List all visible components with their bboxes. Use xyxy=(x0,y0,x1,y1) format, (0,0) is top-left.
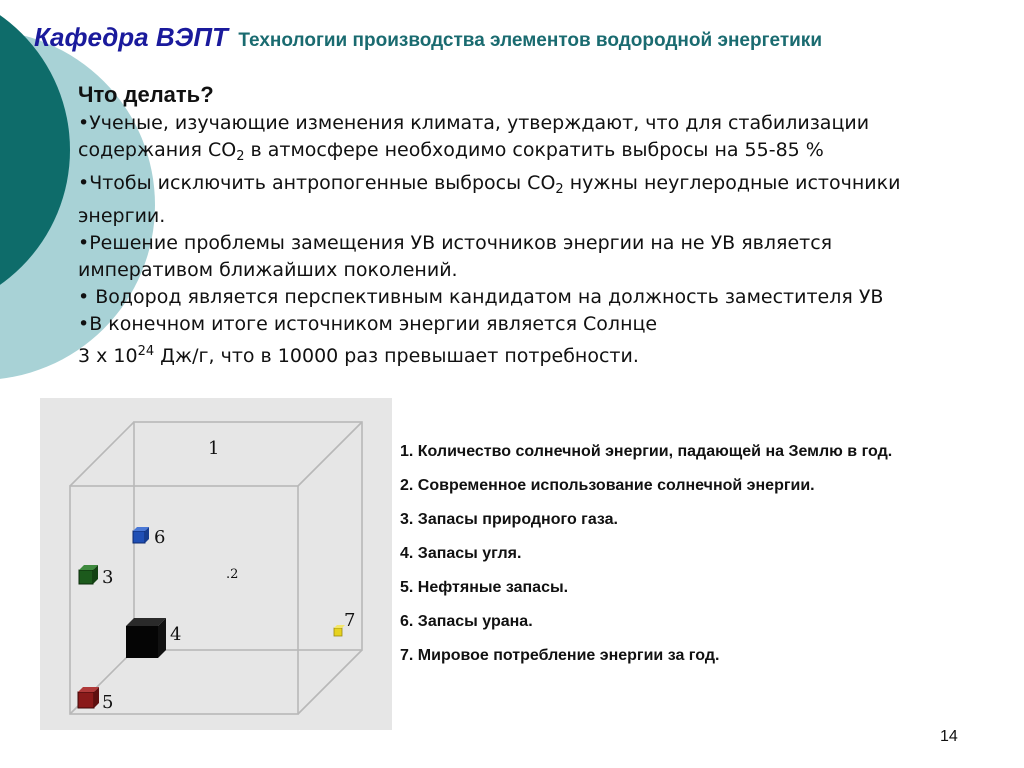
label-1: 1 xyxy=(208,438,220,459)
legend-item-3: 3. Запасы природного газа. xyxy=(400,511,618,528)
bullet-replacement: •Решение проблемы замещения УВ источников энергии на не УВ является императивом ближайших поколений. xyxy=(78,232,833,281)
bullet-hydrogen: • Водород является перспективным кандидатом на должность заместителя УВ xyxy=(78,286,884,308)
cube-oil xyxy=(78,687,99,708)
label-7: 7 xyxy=(344,610,356,631)
label-4: 4 xyxy=(170,624,182,645)
cube-uranium xyxy=(133,527,149,543)
legend-item-1: 1. Количество солнечной энергии, падающей на Землю в год. xyxy=(400,443,893,460)
department-title: Кафедра ВЭПТ xyxy=(34,22,228,52)
label-5: 5 xyxy=(102,692,114,713)
cube-coal xyxy=(126,618,166,658)
bullet-carbon-free: •Чтобы исключить антропогенные выбросы $СО_2$ нужны неуглеродные источники энергии. xyxy=(78,172,901,227)
energy-cube-figure xyxy=(40,398,392,730)
label-3: 3 xyxy=(102,567,114,588)
bullet-climate: •Ученые, изучающие изменения климата, утверждают, что для стабилизации содержания $СО_2$ в атмосфере необходимо сократить выбросы на 55-85 % xyxy=(78,112,870,164)
legend-item-7: 7. Мировое потребление энергии за год. xyxy=(400,647,720,664)
course-subtitle: Технологии производства элементов водородной энергетики xyxy=(238,30,822,51)
main-text xyxy=(78,80,958,370)
legend-item-4: 4. Запасы угля. xyxy=(400,545,522,562)
slide-header xyxy=(34,22,822,53)
cube-gas xyxy=(79,565,98,584)
label-6: 6 xyxy=(154,527,166,548)
bullet-sun: •В конечном итоге источником энергии является Солнце 3 х $10^{24}$ Дж/г, что в 10000 раз превышает потребности. xyxy=(78,313,658,367)
section-heading: Что делать? xyxy=(78,82,214,107)
label-2: .2 xyxy=(226,567,239,582)
legend-item-5: 5. Нефтяные запасы. xyxy=(400,579,569,596)
cube-wireframe xyxy=(70,422,362,714)
page-number: 14 xyxy=(940,728,958,745)
legend-item-6: 6. Запасы урана. xyxy=(400,613,533,630)
figure-legend xyxy=(400,440,960,678)
legend-item-2: 2. Современное использование солнечной энергии. xyxy=(400,477,815,494)
